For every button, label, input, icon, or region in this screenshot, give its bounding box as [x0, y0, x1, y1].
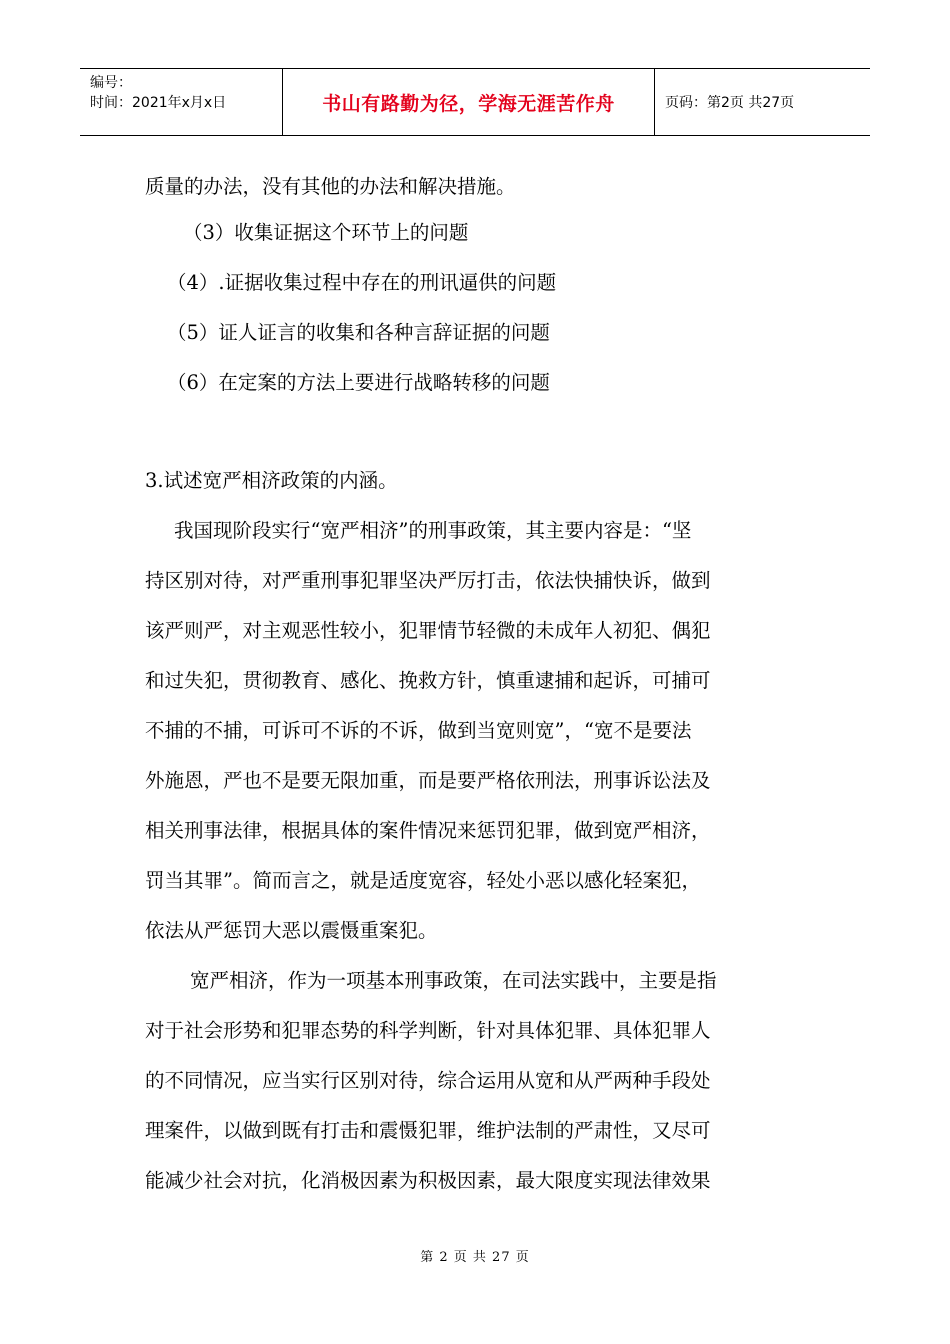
header-page-info-cell [655, 69, 870, 135]
text-line: 我国现阶段实行“宽严相济”的刑事政策，其主要内容是：“坚 [174, 519, 692, 542]
text-line: 对于社会形势和犯罪态势的科学判断，针对具体犯罪、具体犯罪人 [145, 1019, 711, 1042]
page-footer [0, 1246, 950, 1265]
text-line: 能减少社会对抗，化消极因素为积极因素，最大限度实现法律效果 [145, 1169, 711, 1192]
text-line: 宽严相济，作为一项基本刑事政策，在司法实践中，主要是指 [190, 969, 717, 992]
document-number-label: 编号： [90, 75, 132, 91]
text-line: 和过失犯，贯彻教育、感化、挽救方针，慎重逮捕和起诉，可捕可 [145, 669, 711, 692]
text-line: 外施恩，严也不是要无限加重，而是要严格依刑法，刑事诉讼法及 [145, 769, 711, 792]
text-line: 该严则严，对主观恶性较小，犯罪情节轻微的未成年人初犯、偶犯 [145, 619, 711, 642]
list-item: （4）.证据收集过程中存在的刑讯逼供的问题 [167, 271, 557, 294]
text-line: 不捕的不捕，可诉可不诉的不诉，做到当宽则宽”，“宽不是要法 [145, 719, 692, 742]
header-page-info: 页码：第2页 共27页 [665, 95, 795, 111]
footer-page-number: 第 2 页 共 27 页 [420, 1250, 530, 1265]
section-heading: 3.试述宽严相济政策的内涵。 [145, 469, 398, 492]
text-line: 的不同情况，应当实行区别对待，综合运用从宽和从严两种手段处 [145, 1069, 711, 1092]
header-motto-cell [282, 69, 655, 135]
header-meta [80, 69, 282, 135]
text-line: 理案件，以做到既有打击和震慑犯罪，维护法制的严肃性，又尽可 [145, 1119, 711, 1142]
document-date-label: 时间：2021年x月x日 [90, 95, 227, 111]
text-line: 依法从严惩罚大恶以震慑重案犯。 [145, 919, 438, 942]
text-line: 持区别对待，对严重刑事犯罪坚决严厉打击，依法快捕快诉，做到 [145, 569, 711, 592]
text-line: 相关刑事法律，根据具体的案件情况来惩罚犯罪，做到宽严相济， [145, 819, 711, 842]
list-item: （5）证人证言的收集和各种言辞证据的问题 [167, 321, 550, 344]
text-line: 质量的办法，没有其他的办法和解决措施。 [145, 175, 516, 198]
list-item: （3）收集证据这个环节上的问题 [183, 221, 469, 244]
page-header [80, 68, 870, 136]
header-motto: 书山有路勤为径，学海无涯苦作舟 [322, 92, 615, 115]
list-item: （6）在定案的方法上要进行战略转移的问题 [167, 371, 550, 394]
text-line: 罚当其罪”。简而言之，就是适度宽容，轻处小恶以感化轻案犯， [145, 869, 701, 892]
